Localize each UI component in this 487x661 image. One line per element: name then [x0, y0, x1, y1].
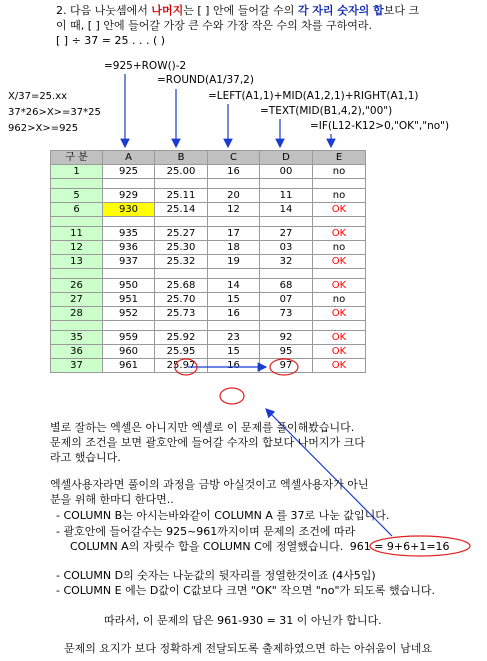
empty-cell	[155, 269, 208, 279]
table-cell: no	[313, 189, 366, 203]
table-cell: 25.73	[155, 307, 208, 321]
table-cell: 935	[103, 227, 155, 241]
table-cell: 25.95	[155, 345, 208, 359]
table-row	[51, 203, 366, 217]
question-text: 보다 크	[383, 4, 420, 17]
table-cell: 959	[103, 331, 155, 345]
table-cell: 925	[103, 165, 155, 179]
formula-a: =925+ROW()-2	[104, 60, 187, 72]
table-cell: 25.14	[155, 203, 208, 217]
table-cell: 929	[103, 189, 155, 203]
note-3: 962>X>=925	[8, 123, 79, 134]
note-2: 37*26>X>=37*25	[8, 107, 101, 118]
body-line-5: 분을 위해 한마디 한다면..	[50, 493, 174, 506]
table-cell: 951	[103, 293, 155, 307]
table-cell: 25.32	[155, 255, 208, 269]
table-cell: 15	[208, 345, 260, 359]
question-highlight-remainder: 나머지	[151, 4, 184, 17]
table-cell: 03	[260, 241, 313, 255]
empty-cell	[51, 321, 103, 331]
table-row	[51, 307, 366, 321]
table-cell: 11	[51, 227, 103, 241]
header-cell: A	[103, 151, 155, 165]
question-text: 는 [ ] 안에 들어갈 수의	[183, 4, 298, 17]
table-cell: 17	[208, 227, 260, 241]
table-cell: 25.00	[155, 165, 208, 179]
question-highlight-digit-sum: 각 자리 숫자의 합	[297, 4, 384, 17]
formula-d: =TEXT(MID(B1,4,2),"00")	[260, 105, 393, 117]
table-cell: 14	[260, 203, 313, 217]
formula-e: =IF(L12-K12>0,"OK","no")	[310, 120, 450, 132]
table-cell: 37	[51, 359, 103, 373]
header-row	[51, 151, 366, 165]
table-row	[51, 331, 366, 345]
body-line-7: - 괄호안에 들어갈수는 925~961까지이며 문제의 조건에 따라	[56, 525, 356, 538]
table-row	[51, 189, 366, 203]
header-cell: 구 분	[51, 151, 103, 165]
table-cell: 937	[103, 255, 155, 269]
table-cell: 19	[208, 255, 260, 269]
table-row	[51, 227, 366, 241]
table-cell: 20	[208, 189, 260, 203]
empty-cell	[260, 269, 313, 279]
table-cell: 36	[51, 345, 103, 359]
empty-cell	[313, 217, 366, 227]
table-cell: 936	[103, 241, 155, 255]
table-cell: 960	[103, 345, 155, 359]
table-cell: 930	[103, 203, 155, 217]
question-line-2: 이 때, [ ] 안에 들어갈 가장 큰 수와 가장 작은 수의 차를 구하여라.	[56, 19, 373, 32]
table-cell: 97	[260, 359, 313, 373]
table-cell: 28	[51, 307, 103, 321]
table-cell: 952	[103, 307, 155, 321]
table-cell: 25.27	[155, 227, 208, 241]
table-cell: 11	[260, 189, 313, 203]
table-cell: 12	[51, 241, 103, 255]
table-row	[51, 255, 366, 269]
formula-c: =LEFT(A1,1)+MID(A1,2,1)+RIGHT(A1,1)	[208, 90, 419, 102]
table-row	[51, 293, 366, 307]
table-cell: OK	[313, 279, 366, 293]
note-1: X/37=25.xx	[8, 91, 68, 102]
table-cell: 12	[208, 203, 260, 217]
empty-cell	[260, 321, 313, 331]
table-row	[51, 345, 366, 359]
question-line-3: [ ] ÷ 37 = 25 . . . ( )	[56, 34, 166, 47]
blank-row	[51, 321, 366, 331]
empty-cell	[155, 321, 208, 331]
body-line-2: 문제의 조건을 보면 괄호안에 들어갈 수자의 합보다 나머지가 크다	[50, 436, 365, 449]
table-cell: OK	[313, 203, 366, 217]
table-cell: 5	[51, 189, 103, 203]
table-cell: no	[313, 165, 366, 179]
circle-c-16	[220, 388, 244, 404]
table-cell: 35	[51, 331, 103, 345]
table-cell: 961	[103, 359, 155, 373]
table-cell: OK	[313, 359, 366, 373]
body-line-9: - COLUMN D의 숫자는 나눈값의 뒷자리를 정열한것이죠 (4사5입)	[56, 569, 376, 582]
table-cell: 26	[51, 279, 103, 293]
table-row	[51, 359, 366, 373]
body-line-3: 라고 했습니다.	[50, 451, 121, 464]
table-row	[51, 165, 366, 179]
table-cell: 92	[260, 331, 313, 345]
header-cell: D	[260, 151, 313, 165]
table-cell: 16	[208, 165, 260, 179]
empty-cell	[208, 269, 260, 279]
empty-cell	[313, 269, 366, 279]
table-cell: 16	[208, 307, 260, 321]
empty-cell	[313, 321, 366, 331]
table-cell: 73	[260, 307, 313, 321]
table-cell: 6	[51, 203, 103, 217]
table-cell: 25.97	[155, 359, 208, 373]
table-cell: 00	[260, 165, 313, 179]
header-cell: C	[208, 151, 260, 165]
body-line-6: - COLUMN B는 아시는바와같이 COLUMN A 를 37로 나눈 값입니다.	[56, 509, 390, 522]
formula-b: =ROUND(A1/37,2)	[157, 74, 254, 86]
empty-cell	[103, 179, 155, 189]
table-cell: 23	[208, 331, 260, 345]
table-cell: 16	[208, 359, 260, 373]
empty-cell	[208, 321, 260, 331]
table-cell: no	[313, 241, 366, 255]
table-row	[51, 241, 366, 255]
table-cell: OK	[313, 345, 366, 359]
empty-cell	[260, 179, 313, 189]
empty-cell	[155, 217, 208, 227]
table-cell: 18	[208, 241, 260, 255]
body-text: COLUMN A의 자릿수 합을 COLUMN C에 정열했습니다.	[70, 540, 344, 553]
body-line-4: 엑셀사용자라면 풀이의 과정을 금방 아실것이고 엑셀사용자가 아닌	[50, 478, 369, 491]
table-cell: 14	[208, 279, 260, 293]
table-cell: 25.92	[155, 331, 208, 345]
empty-cell	[103, 269, 155, 279]
table-cell: 32	[260, 255, 313, 269]
header-cell: E	[313, 151, 366, 165]
body-line-11: 따라서, 이 문제의 답은 961-930 = 31 이 아닌가 합니다.	[104, 614, 382, 627]
body-line-8	[70, 539, 450, 554]
body-line-12: 문제의 요지가 보다 정확하게 전달되도록 출제하였으면 하는 아쉬움이 남네요	[64, 642, 433, 655]
table-cell: 25.68	[155, 279, 208, 293]
empty-cell	[51, 217, 103, 227]
table-cell: OK	[313, 331, 366, 345]
table-cell: 15	[208, 293, 260, 307]
empty-cell	[260, 217, 313, 227]
empty-cell	[51, 179, 103, 189]
empty-cell	[208, 179, 260, 189]
empty-cell	[208, 217, 260, 227]
table-cell: 27	[260, 227, 313, 241]
header-cell: B	[155, 151, 208, 165]
table-cell: no	[313, 293, 366, 307]
blank-row	[51, 269, 366, 279]
table-cell: 07	[260, 293, 313, 307]
table-cell: 95	[260, 345, 313, 359]
table-cell: 25.11	[155, 189, 208, 203]
table-cell: 1	[51, 165, 103, 179]
empty-cell	[313, 179, 366, 189]
table-cell: 13	[51, 255, 103, 269]
table-cell: 27	[51, 293, 103, 307]
blank-row	[51, 217, 366, 227]
empty-cell	[155, 179, 208, 189]
spreadsheet-table	[50, 150, 366, 373]
question-line-1	[56, 4, 419, 18]
table-cell: 25.70	[155, 293, 208, 307]
table-cell: 25.30	[155, 241, 208, 255]
table-cell: 950	[103, 279, 155, 293]
table-cell: OK	[313, 307, 366, 321]
table-cell: OK	[313, 227, 366, 241]
table-cell: 68	[260, 279, 313, 293]
body-line-1: 별로 잘하는 엑셀은 아니지만 엑셀로 이 문제를 풀이해봤습니다.	[50, 421, 355, 434]
question-text: 2. 다음 나눗셈에서	[56, 4, 152, 17]
empty-cell	[51, 269, 103, 279]
empty-cell	[103, 217, 155, 227]
blank-row	[51, 179, 366, 189]
empty-cell	[103, 321, 155, 331]
body-line-10: - COLUMN E 에는 D값이 C값보다 크면 "OK" 작으면 "no"가 되도록 했습니다.	[56, 584, 436, 597]
table-row	[51, 279, 366, 293]
digit-sum-example: 961 = 9+6+1=16	[349, 540, 450, 553]
table-cell: OK	[313, 255, 366, 269]
